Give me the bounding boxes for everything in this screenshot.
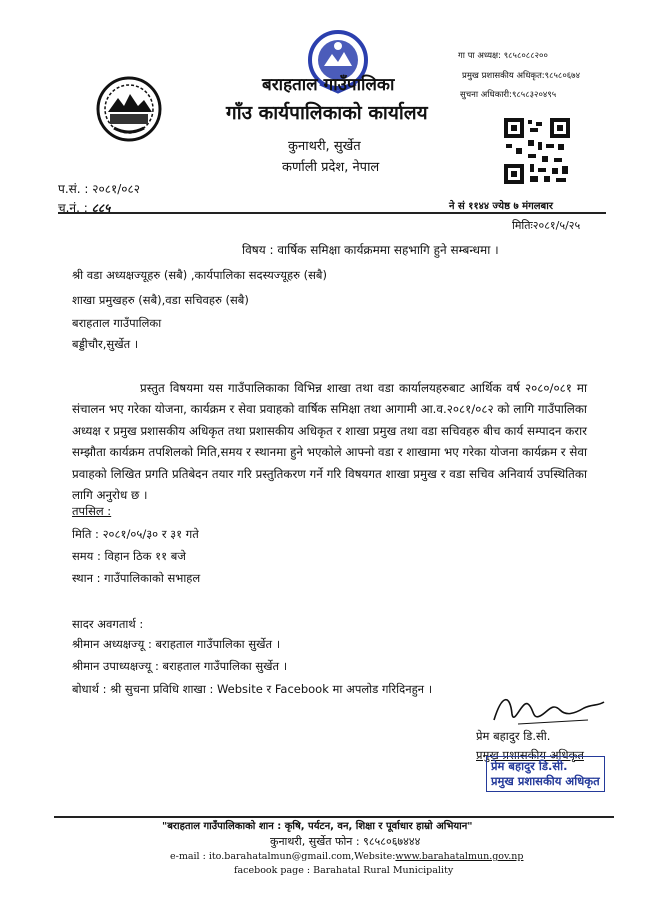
contact-chairperson: गा पा अध्यक्ष: ९८५८०८८२००	[458, 51, 548, 61]
footer-facebook: facebook page : Barahatal Rural Municipality	[234, 865, 454, 876]
stamp-name: प्रेम बहादुर डि.सी.	[491, 759, 568, 773]
detail-item: समय : विहान ठिक ११ बजे	[72, 549, 186, 563]
footer-slogan: "बराहताल गाउँपालिकाको शान : कृषि, पर्यटन, वन, शिक्षा र पूर्वाधार हाम्रो अभियान"	[162, 821, 473, 832]
nepal-government-emblem	[96, 76, 162, 142]
addressee-line: बड्डीचौर,सुर्खेत ।	[72, 337, 139, 351]
footer-phone: कुनाथरी, सुर्खेत फोन : ९८५८०६७४४४	[270, 835, 421, 848]
website-link[interactable]: www.barahatalmun.gov.np	[395, 851, 524, 862]
official-stamp	[486, 756, 605, 792]
cc-item: बोधार्थ : श्री सुचना प्रविधि शाखा : Website र Facebook मा अपलोड गरिदिनहुन ।	[72, 682, 433, 696]
addressee-line: शाखा प्रमुखहरु (सबै),वडा सचिवहरु (सबै)	[72, 293, 249, 307]
contact-info-officer: सुचना अधिकारी:९८५८३२०४९५	[460, 90, 557, 100]
letter-subject: विषय : वार्षिक समिक्षा कार्यक्रममा सहभागि हुने सम्बन्धमा ।	[242, 243, 499, 257]
signer-title: प्रमुख प्रशासकीय अधिकृत	[476, 748, 584, 762]
letter-date: मितिः२०८१/५/२५	[512, 219, 581, 232]
addressee-line: बराहताल गाउँपालिका	[72, 316, 162, 330]
cc-item: श्रीमान उपाध्यक्षज्यू : बराहताल गाउँपालिका सुर्खेत ।	[72, 659, 288, 673]
cc-item: श्रीमान अध्यक्षज्यू : बराहताल गाउँपालिका सुर्खेत ।	[72, 637, 281, 651]
office-province: कर्णाली प्रदेश, नेपाल	[282, 160, 380, 175]
office-title: गाँउ कार्यपालिकाको कार्यालय	[226, 102, 428, 124]
footer-email: e-mail : ito.barahatalmun@gmail.com,Website:	[170, 851, 396, 862]
handwritten-signature	[488, 690, 608, 730]
cn-label: च.नं. :	[58, 201, 88, 215]
cc-heading: सादर अवगतार्थ :	[72, 617, 144, 631]
signer-name: प्रेम बहादुर डि.सी.	[476, 729, 551, 743]
letter-ps-number: प.सं. : २०८१/०८२	[58, 182, 140, 196]
addressee-line: श्री वडा अध्यक्षज्यूहरु (सबै) ,कार्यपालिका सदस्यज्यूहरु (सबै)	[72, 268, 327, 282]
header-divider	[58, 212, 606, 214]
cn-handwritten-value: ८८५	[91, 201, 111, 215]
office-address: कुनाथरी, सुर्खेत	[288, 139, 361, 154]
detail-item: स्थान : गाउँपालिकाको सभाहल	[72, 571, 201, 585]
contact-cao: प्रमुख प्रशासकीय अधिकृत:९८५८०६७४	[462, 71, 581, 81]
letter-body: प्रस्तुत विषयमा यस गाउँपालिकाका विभिन्न शाखा तथा वडा कार्यालयहरुबाट आर्थिक वर्ष २०८०/०८१ मा संचालन भए गरेका योजना, कार्यक्रम र सेवा प्रवाहको वार्षिक समिक्षा तथा आगामी आ.व.२०८१/०८२ को लागि गाउँपालिका अध्यक्ष र प्रमुख प्रशासकीय अधिकृत तथा प्रशासकीय अधिकृत र शाखा प्रमुख तथा वडा सचिवहरु बीच कार्य सम्पादन करार सम्झौता कार्यक्रम तपशिलको मिति,समय र स्थानमा हुने भएकोले आफ्नो वडा र शाखामा भए गरेका योजना कार्यक्रम र सेवा प्रवाहको लिखित प्रगति प्रतिबेदन तयार गरि प्रस्तुतिकरण गर्ने गरि विषयगत शाखा प्रमुख र वडा सचिव अनिवार्य उपस्थितिका लागि अनुरोध छ ।	[72, 381, 587, 503]
nepal-sambat-date: ने सं ११४४ ज्येष्ठ ७ मंगलबार	[449, 201, 553, 212]
qr-code	[502, 116, 572, 186]
detail-item: मिति : २०८१/०५/३० र ३१ गते	[72, 527, 199, 541]
footer-email-website	[170, 851, 524, 862]
stamp-title: प्रमुख प्रशासकीय अधिकृत	[491, 774, 600, 788]
details-heading: तपसिल :	[72, 504, 112, 518]
office-name: बराहताल गाउँपालिका	[262, 75, 395, 95]
